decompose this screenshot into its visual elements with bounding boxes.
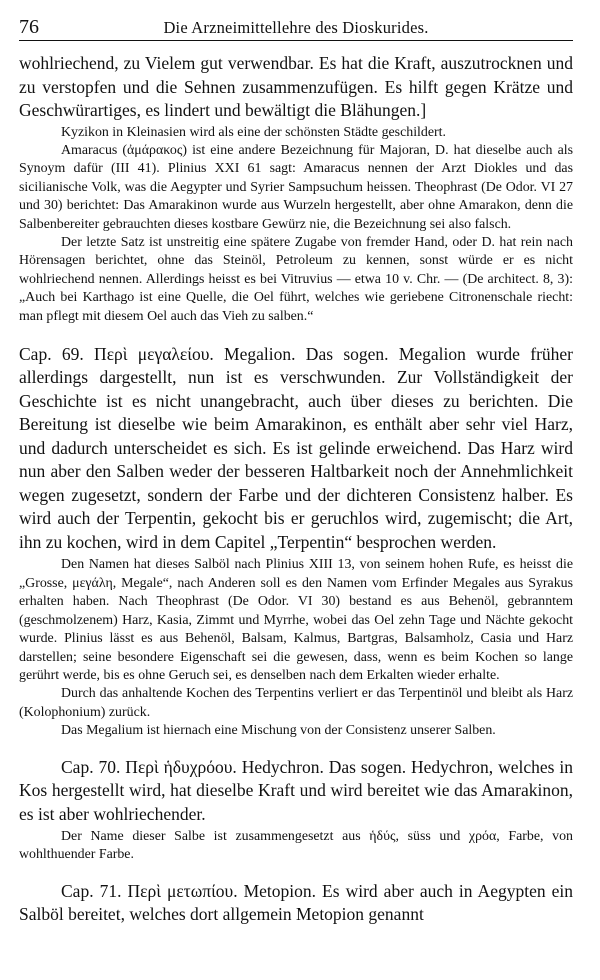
note-megalium: Das Megalium ist hiernach eine Mischung von der Consistenz unserer Salben.: [61, 723, 496, 739]
chapter-69-text: Cap. 69. Περὶ μεγαλείου. Megalion. Das sogen. Megalion wurde früher allerdings dargestellt, nun ist es verschwunden. Zur Vollständigkeit der Geschichte ist es nicht unangebracht, auch über dieses zu berichten. Die Bereitung ist dieselbe wie beim Amarakinon, es enthält aber sehr viel Harz, und dadurch unterscheidet es sich. Es ist gelinde erweichend. Das Harz wird nun aber den Salben weder der besseren Haltbarkeit noch der Annehmlichkeit wegen zugesetzt, sondern der Farbe und der dichteren Consistenz halber. Es wird auch der Terpentin, gekocht bis er geruchlos wird, zugemischt; die Art, ihn zu kochen, wird in dem Capitel „Terpentin“ besprochen werden.: [19, 343, 573, 552]
note-letzter-satz: Der letzte Satz ist unstreitig eine spätere Zugabe von fremder Hand, oder D. hat rein nach Hörensagen berichtet, ohne das Steinöl, Petroleum zu kennen, sonst würde er es nicht wohlriechend nennen. Allerdings heisst es bei Vitruvius — etwa 10 v. Chr. — (De architect. 8, 3): „Auch bei Karthago ist eine Quelle, die Oel führt, welches wie geriebene Citronenschale riecht: man pflegt mit diesem Oel auch das Vieh zu salben.“: [19, 234, 573, 324]
page-header: [19, 14, 573, 41]
chapter-70-text: Cap. 70. Περὶ ἡδυχρόου. Hedychron. Das sogen. Hedychron, welches in Kos hergestellt wird, hat dieselbe Kraft und wird bereitet wie das Amarakinon, es ist aber wohlriechender.: [19, 756, 573, 824]
note-amaracus: Amaracus (ἀμάρακος) ist eine andere Bezeichnung für Majoran, D. hat dieselbe auch als Synoym dafür (III 41). Plinius XXI 61 sagt: Amaracus nennen der Arzt Diokles und das sicilianische Volk, was die Aegypter und Syrier Sampsuchum heissen. Theophrast (De Odor. VI 27 und 30) berichtet: Das Amarakinon wurde aus Wurzeln hergestellt, aber ohne Amarakon, denn die Salbenbereiter gebrauchten dieses kostbare Gewürz nie, die Bezeichnung sei also falsch.: [19, 142, 573, 232]
running-title: Die Arzneimittellehre des Dioskurides.: [163, 18, 429, 37]
note-megalion-name: Den Namen hat dieses Salböl nach Plinius XIII 13, von seinem hohen Rufe, es heisst die „Grosse, μεγάλη, Megale“, nach Anderen soll es den Namen vom Erfinder Megales aus Syrakus erhalten haben. Nach Theophrast (De Odor. VI 30) bestand es aus Behenöl, gebranntem (geschmolzenem) Harz, Kasia, Zimmt und Myrrhe, wobei das Oel zehn Tage und Nächte gekocht wurde. Plinius lässt es aus Behenöl, Balsam, Kalmus, Bartgras, Balsamholz, Casia und Harz darstellen; seine besondere Eigenschaft sei die gewesen, dass, wenn es beim Kochen so lange gerührt werde, bis es ohne Geruch sei, es denselben nach dem Erkalten wieder erhalte.: [19, 557, 573, 683]
paragraph-continuation: wohlriechend, zu Vielem gut verwendbar. Es hat die Kraft, auszutrocknen und zu verstopfen und die Sehnen zusammenzufügen. Es hilft gegen Krätze und Geschwürartiges, es lindert und bewältigt die Blähungen.]: [19, 53, 573, 120]
note-kyzikon: Kyzikon in Kleinasien wird als eine der schönsten Städte geschildert.: [61, 124, 446, 140]
chapter-71-text: Cap. 71. Περὶ μετωπίου. Metopion. Es wird aber auch in Aegypten ein Salböl bereitet, welches dort allgemein Metopion genannt: [19, 880, 573, 925]
note-hedychron-name: Der Name dieser Salbe ist zusammengesetzt aus ἡδύς, süss und χρόα, Farbe, von wohlthuender Farbe.: [19, 829, 573, 863]
book-page: [19, 14, 573, 927]
note-terpentin: Durch das anhaltende Kochen des Terpentins verliert er das Terpentinöl und bleibt als Harz (Kolophonium) zurück.: [19, 686, 573, 720]
page-number: 76: [19, 16, 39, 38]
